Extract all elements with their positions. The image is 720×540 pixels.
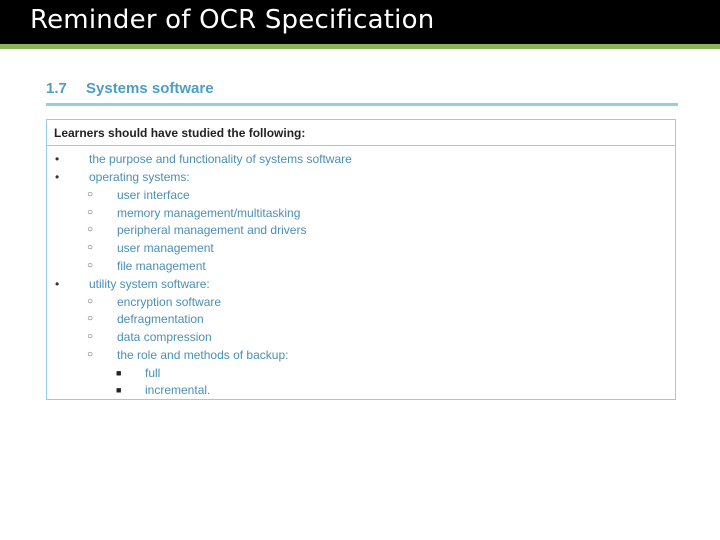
section-rule [46,103,678,106]
list-item-text: full [145,366,161,380]
accent-divider [0,44,720,49]
circle-bullet-icon: ○ [87,189,94,200]
square-bullet-icon: ■ [116,385,122,395]
list-item-text: the role and methods of backup: [117,348,289,362]
bullet-icon: • [55,277,60,291]
list-item-text: defragmentation [117,312,204,326]
list-item-text: encryption software [117,295,222,309]
circle-bullet-icon: ○ [87,207,94,218]
spec-box-header [47,120,675,146]
list-item-text: utility system software: [89,277,210,291]
circle-bullet-icon: ○ [87,349,94,360]
circle-bullet-icon: ○ [87,224,94,235]
slide-title: Reminder of OCR Specification [30,5,435,35]
list-item-text: peripheral management and drivers [117,223,307,237]
list-item-text: the purpose and functionality of systems software [89,152,352,166]
section-heading [46,79,678,103]
bullet-icon: • [55,170,60,184]
spec-box-header-text: Learners should have studied the following: [54,126,306,140]
list-item-text: operating systems: [89,170,190,184]
circle-bullet-icon: ○ [87,331,94,342]
section-name: Systems software [86,80,214,97]
slide-title-bar [0,0,720,44]
bullet-icon: • [55,152,60,166]
list-item-text: incremental. [145,383,211,397]
square-bullet-icon: ■ [116,368,122,378]
circle-bullet-icon: ○ [87,296,94,307]
circle-bullet-icon: ○ [87,260,94,271]
list-item-text: memory management/multitasking [117,206,301,220]
spec-content-box [46,119,676,400]
list-item-text: user management [117,241,214,255]
section-number: 1.7 [46,80,67,97]
list-item-text: file management [117,259,206,273]
list-item-text: user interface [117,188,190,202]
circle-bullet-icon: ○ [87,242,94,253]
circle-bullet-icon: ○ [87,313,94,324]
list-item-text: data compression [117,330,212,344]
